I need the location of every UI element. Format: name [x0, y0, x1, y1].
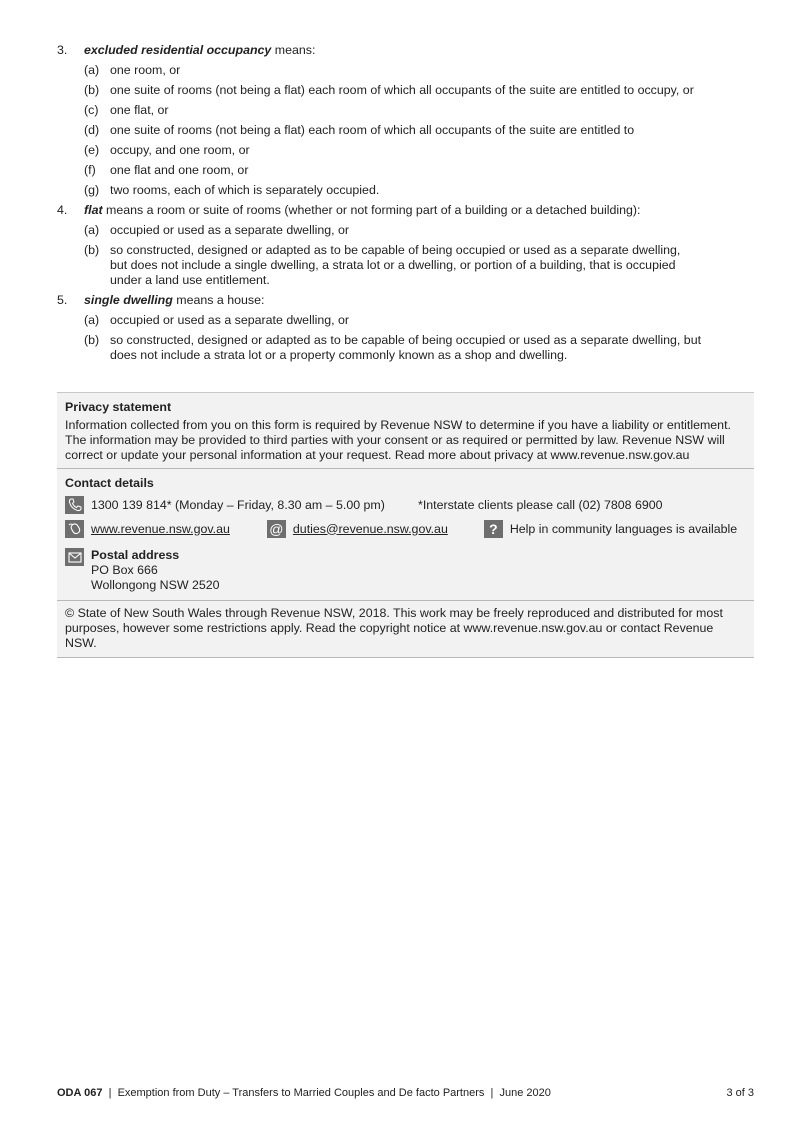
envelope-icon [65, 548, 84, 566]
list-item: (a) one room, or [84, 63, 181, 77]
languages-text: Help in community languages is available [509, 521, 738, 536]
mouse-icon [65, 520, 84, 538]
copyright-notice [57, 601, 754, 658]
definition-5 [57, 293, 757, 363]
postal-line-2: Wollongong NSW 2520 [91, 578, 220, 592]
privacy-title: Privacy statement [65, 400, 172, 414]
footer-separator: | [108, 1087, 112, 1099]
definition-lead: means a room or suite of rooms (whether or not forming part of a building or a detached building): [102, 203, 641, 217]
list-item: (b) so constructed, designed or adapted as to be capable of being occupied or used as a separate dwelling, but does not include a strata lot or a property commonly known as a shop and dwelling. [84, 333, 702, 362]
web-row [65, 518, 746, 540]
list-item: (f) one flat and one room, or [84, 163, 249, 177]
list-item: (d) one suite of rooms (not being a flat) each room of which all occupants of the suite are entitled to [84, 123, 635, 137]
contact-title: Contact details [65, 476, 154, 490]
definition-number: 5. [57, 293, 68, 307]
form-date: June 2020 [499, 1087, 551, 1099]
page-footer [57, 1086, 754, 1101]
list-item: (b) one suite of rooms (not being a flat) each room of which all occupants of the suite are entitled to occupy, or [84, 83, 694, 97]
definition-term: excluded residential occupancy [84, 43, 272, 57]
postal-line-1: PO Box 666 [91, 563, 158, 577]
list-item: (b) so constructed, designed or adapted as to be capable of being occupied or used as a separate dwelling, but does not include a single dwelling, a strata lot or a dwelling, or portion of a building, that is occupied under a land use entitlement. [84, 243, 681, 287]
question-icon: ? [484, 520, 503, 538]
list-item: (g) two rooms, each of which is separately occupied. [84, 183, 380, 197]
definition-number: 4. [57, 203, 68, 217]
definition-term: flat [84, 203, 103, 217]
definition-3 [57, 43, 757, 198]
contact-details [57, 469, 754, 601]
definitions-list [57, 43, 757, 368]
email-link[interactable]: duties@revenue.nsw.gov.au [292, 521, 448, 536]
list-item: (a) occupied or used as a separate dwelling, or [84, 313, 350, 327]
interstate-note: *Interstate clients please call (02) 7808 6900 [418, 497, 663, 512]
phone-icon [65, 496, 84, 514]
definition-number: 3. [57, 43, 68, 57]
website-link[interactable]: www.revenue.nsw.gov.au [91, 521, 230, 536]
postal-address [65, 548, 746, 593]
form-title: Exemption from Duty – Transfers to Married Couples and De facto Partners [117, 1087, 485, 1099]
list-item: (a) occupied or used as a separate dwelling, or [84, 223, 350, 237]
privacy-text: Information collected from you on this form is required by Revenue NSW to determine if you have a liability or entitlement. The information may be provided to third parties with your consent or as required or permitted by law. Revenue NSW will correct or update your personal information at your request. Read more about privacy at www.revenue.nsw.gov.au [65, 418, 731, 462]
list-item: (e) occupy, and one room, or [84, 143, 250, 157]
definition-4 [57, 203, 757, 288]
definition-lead: means a house: [172, 293, 265, 307]
form-code: ODA 067 [57, 1087, 103, 1099]
privacy-statement [57, 393, 754, 469]
postal-title: Postal address [91, 548, 180, 562]
at-icon: @ [267, 520, 286, 538]
phone-row [65, 494, 746, 516]
copyright-text: © State of New South Wales through Revenue NSW, 2018. This work may be freely reproduced and distributed for most purposes, however some restrictions apply. Read the copyright notice at www.revenue.nsw.gov.au or contact Revenue NSW. [65, 606, 723, 650]
info-panel [57, 392, 754, 658]
definition-term: single dwelling [84, 293, 173, 307]
footer-separator: | [490, 1087, 494, 1099]
phone-number: 1300 139 814* (Monday – Friday, 8.30 am – 5.00 pm) [91, 497, 385, 512]
page-number: 3 of 3 [726, 1087, 754, 1099]
definition-lead: means: [271, 43, 316, 57]
list-item: (c) one flat, or [84, 103, 169, 117]
